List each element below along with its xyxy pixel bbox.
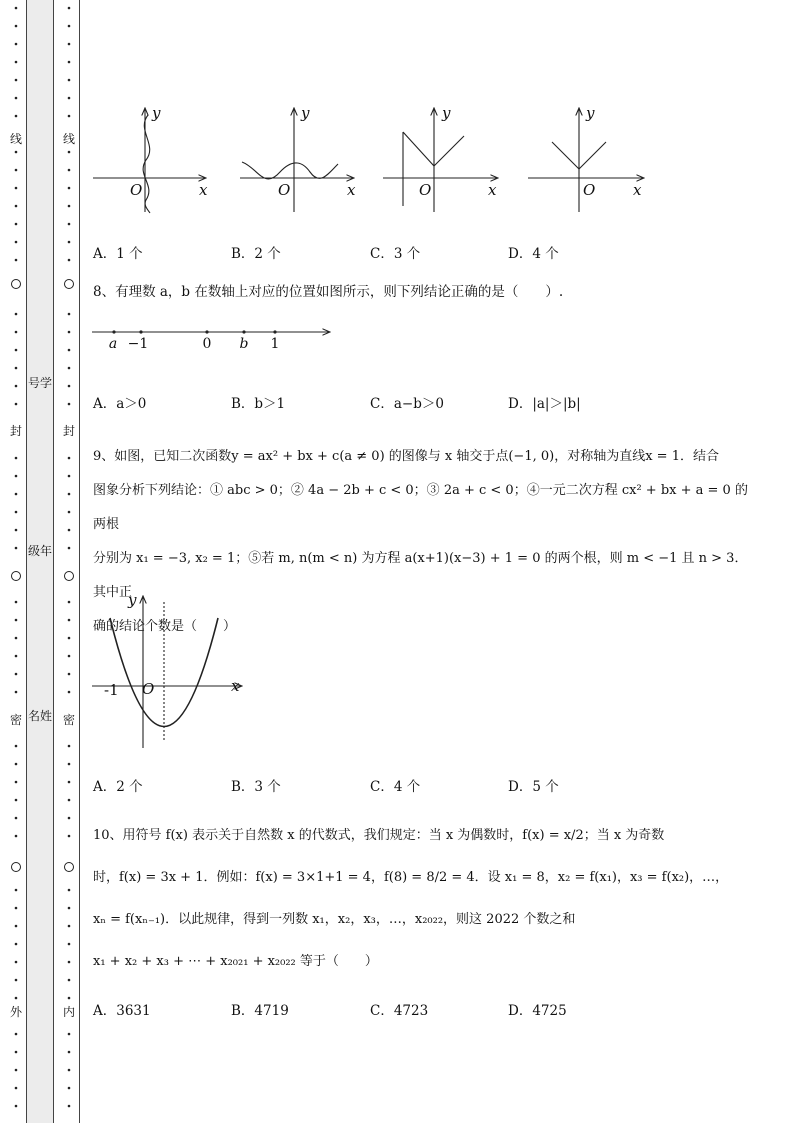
svg-text:y: y — [586, 104, 595, 122]
binding-dot — [68, 691, 71, 694]
binding-dot — [15, 601, 18, 604]
binding-dot — [68, 997, 71, 1000]
binding-dot — [15, 1033, 18, 1036]
outer-label-seal: 封 — [9, 424, 23, 438]
binding-dot — [15, 187, 18, 190]
binding-dot — [68, 907, 71, 910]
q8-option-a[interactable]: A．a＞0 — [93, 396, 147, 412]
binding-dot — [15, 403, 18, 406]
binding-dot — [15, 223, 18, 226]
binding-dot — [15, 79, 18, 82]
binding-dot — [15, 511, 18, 514]
binding-dot — [15, 1105, 18, 1108]
svg-text:O: O — [583, 181, 596, 199]
binding-dot — [15, 43, 18, 46]
q8-option-c[interactable]: C．a−b＞0 — [370, 396, 444, 412]
binding-dot — [68, 331, 71, 334]
outer-circle-2 — [12, 572, 21, 581]
q10-line-4: x₁ + x₂ + x₃ + ⋯ + x₂₀₂₁ + x₂₀₂₂ 等于（ ） — [93, 954, 378, 969]
svg-text:y: y — [152, 104, 161, 122]
binding-dot — [15, 997, 18, 1000]
q10-option-a[interactable]: A．3631 — [93, 1003, 151, 1019]
q10-option-b[interactable]: B．4719 — [231, 1003, 289, 1019]
q7-graphs — [88, 100, 668, 220]
binding-dot — [68, 1033, 71, 1036]
binding-dot — [15, 781, 18, 784]
binding-dot — [15, 115, 18, 118]
svg-text:x: x — [199, 181, 208, 199]
binding-dot — [15, 925, 18, 928]
inner-label-line: 线 — [62, 132, 76, 146]
binding-dot — [15, 205, 18, 208]
svg-text:y: y — [442, 104, 451, 122]
binding-dot — [68, 1051, 71, 1054]
svg-text:O: O — [142, 680, 155, 698]
q7-option-c[interactable]: C．3 个 — [370, 246, 421, 262]
binding-dot — [15, 313, 18, 316]
binding-dot — [68, 943, 71, 946]
q10-option-d[interactable]: D．4725 — [508, 1003, 567, 1019]
binding-dot — [15, 241, 18, 244]
binding-dot — [68, 241, 71, 244]
binding-dot — [68, 205, 71, 208]
binding-dot — [15, 907, 18, 910]
binding-dot — [68, 7, 71, 10]
binding-dot — [15, 7, 18, 10]
binding-dot — [15, 367, 18, 370]
binding-dot — [68, 529, 71, 532]
binding-dot — [15, 817, 18, 820]
binding-dot — [15, 1051, 18, 1054]
binding-dot — [68, 115, 71, 118]
binding-dot — [15, 331, 18, 334]
binding-dot — [15, 151, 18, 154]
binding-dot — [15, 835, 18, 838]
binding-dot — [68, 655, 71, 658]
binding-dot — [15, 547, 18, 550]
binding-dot — [68, 745, 71, 748]
binding-dot — [68, 79, 71, 82]
binding-dot — [68, 403, 71, 406]
strip-label-id: 号学 — [27, 376, 52, 390]
binding-dot — [68, 781, 71, 784]
q9-line-1: 9、如图，已知二次函数y = ax² + bx + c(a ≠ 0) 的图像与 x 轴交于点(−1, 0)，对称轴为直线x = 1．结合 — [93, 449, 719, 464]
q7-graph-a — [93, 108, 206, 213]
q9-line-3: 分别为 x₁ = −3, x₂ = 1；⑤若 m, n(m < n) 为方程 a(x+1)(x−3) + 1 = 0 的两个根，则 m < −1 且 n > 3．其中正 — [93, 551, 748, 600]
outer-label-line: 线 — [9, 132, 23, 146]
binding-dot — [68, 835, 71, 838]
binding-dot — [68, 61, 71, 64]
binding-dot — [15, 691, 18, 694]
binding-dot — [68, 547, 71, 550]
q10-line-3: xₙ = f(xₙ₋₁)．以此规律，得到一列数 x₁，x₂，x₃，…，x₂₀₂₂，则这 2022 个数之和 — [93, 912, 576, 927]
svg-text:x: x — [231, 677, 240, 695]
svg-text:0: 0 — [202, 336, 212, 352]
binding-dot — [15, 349, 18, 352]
binding-marks — [0, 0, 90, 1123]
binding-dot — [68, 313, 71, 316]
q7-graph-c — [383, 108, 498, 212]
binding-dot — [68, 25, 71, 28]
binding-dot — [68, 457, 71, 460]
inner-label-secret: 密 — [62, 713, 76, 727]
q9-line-2: 图象分析下列结论：① abc > 0；② 4a − 2b + c < 0；③ 2a + c < 0；④一元二次方程 cx² + bx + a = 0 的两根 — [93, 483, 748, 532]
binding-dot — [15, 745, 18, 748]
svg-text:b: b — [239, 336, 249, 352]
binding-dot — [68, 673, 71, 676]
binding-dot — [68, 961, 71, 964]
q9-option-c[interactable]: C．4 个 — [370, 779, 421, 795]
binding-dot — [15, 799, 18, 802]
binding-dot — [15, 655, 18, 658]
svg-text:1: 1 — [270, 336, 280, 352]
binding-dot — [68, 799, 71, 802]
strip-label-grade: 级年 — [27, 544, 52, 558]
binding-dot — [15, 25, 18, 28]
q9-line-4: 确的结论个数是（ ） — [93, 619, 237, 634]
binding-dot — [15, 1087, 18, 1090]
binding-dot — [15, 259, 18, 262]
outer-label-secret: 密 — [9, 713, 23, 727]
binding-dot — [15, 763, 18, 766]
svg-text:a: a — [108, 336, 118, 352]
binding-dot — [15, 943, 18, 946]
outer-circle-1 — [12, 280, 21, 289]
binding-dot — [68, 619, 71, 622]
binding-dot — [15, 385, 18, 388]
binding-dot — [68, 763, 71, 766]
q7-option-a[interactable]: A．1 个 — [93, 246, 143, 262]
binding-dot — [68, 349, 71, 352]
q10-line-2: 时，f(x) = 3x + 1．例如：f(x) = 3×1+1 = 4，f(8) = 8/2 = 4．设 x₁ = 8，x₂ = f(x₁)，x₃ = f(x₂)，…， — [93, 870, 729, 885]
q8-stem: 8、有理数 a，b 在数轴上对应的位置如图所示，则下列结论正确的是（ ）. — [93, 284, 564, 300]
binding-dot — [15, 673, 18, 676]
binding-dot — [15, 961, 18, 964]
binding-dot — [15, 493, 18, 496]
q7-option-b[interactable]: B．2 个 — [231, 246, 281, 262]
inner-label-seal: 封 — [62, 424, 76, 438]
inner-circle-1 — [65, 280, 74, 289]
inner-circle-2 — [65, 572, 74, 581]
svg-text:-1: -1 — [104, 681, 119, 699]
q7-option-d[interactable]: D．4 个 — [508, 246, 559, 262]
binding-dot — [15, 457, 18, 460]
svg-text:x: x — [633, 181, 642, 199]
binding-dot — [68, 259, 71, 262]
binding-dot — [68, 925, 71, 928]
svg-text:x: x — [347, 181, 356, 199]
binding-dot — [68, 187, 71, 190]
q8-number-line — [90, 320, 350, 360]
binding-dot — [15, 97, 18, 100]
binding-dot — [15, 619, 18, 622]
binding-dot — [68, 367, 71, 370]
binding-dot — [68, 97, 71, 100]
binding-dot — [68, 385, 71, 388]
q9-option-a[interactable]: A．2 个 — [93, 779, 143, 795]
q10-stem — [93, 815, 753, 983]
q9-option-d[interactable]: D．5 个 — [508, 779, 559, 795]
svg-text:O: O — [278, 181, 291, 199]
binding-dot — [15, 475, 18, 478]
svg-text:x: x — [488, 181, 497, 199]
inner-label-inside: 内 — [62, 1005, 76, 1019]
binding-dot — [68, 637, 71, 640]
binding-dot — [15, 169, 18, 172]
binding-dot — [15, 1069, 18, 1072]
svg-text:y: y — [128, 591, 137, 609]
binding-dot — [68, 1087, 71, 1090]
svg-text:O: O — [419, 181, 432, 199]
binding-dot — [15, 637, 18, 640]
q7-graph-b — [240, 108, 354, 212]
binding-dot — [68, 979, 71, 982]
q10-line-1: 10、用符号 f(x) 表示关于自然数 x 的代数式，我们规定：当 x 为偶数时，f(x) = x/2；当 x 为奇数 — [93, 828, 665, 843]
outer-circle-3 — [12, 863, 21, 872]
binding-dot — [68, 1105, 71, 1108]
svg-text:y: y — [301, 104, 310, 122]
binding-dot — [68, 1069, 71, 1072]
q8-option-d[interactable]: D．|a|＞|b| — [508, 396, 581, 412]
svg-text:−1: −1 — [127, 336, 149, 352]
binding-dot — [68, 475, 71, 478]
q9-parabola-graph — [90, 590, 260, 755]
binding-dot — [68, 151, 71, 154]
binding-dot — [68, 889, 71, 892]
q9-option-b[interactable]: B．3 个 — [231, 779, 281, 795]
binding-dot — [68, 223, 71, 226]
binding-dot — [15, 529, 18, 532]
inner-circle-3 — [65, 863, 74, 872]
binding-dot — [15, 61, 18, 64]
q10-option-c[interactable]: C．4723 — [370, 1003, 429, 1019]
binding-dot — [68, 511, 71, 514]
binding-dot — [68, 493, 71, 496]
binding-dot — [15, 979, 18, 982]
binding-dot — [15, 889, 18, 892]
binding-dot — [68, 43, 71, 46]
strip-label-name: 名姓 — [27, 709, 52, 723]
q8-option-b[interactable]: B．b＞1 — [231, 396, 286, 412]
outer-label-outside: 外 — [9, 1005, 23, 1019]
binding-dot — [68, 601, 71, 604]
binding-dot — [68, 817, 71, 820]
svg-text:O: O — [130, 181, 143, 199]
binding-dot — [68, 169, 71, 172]
